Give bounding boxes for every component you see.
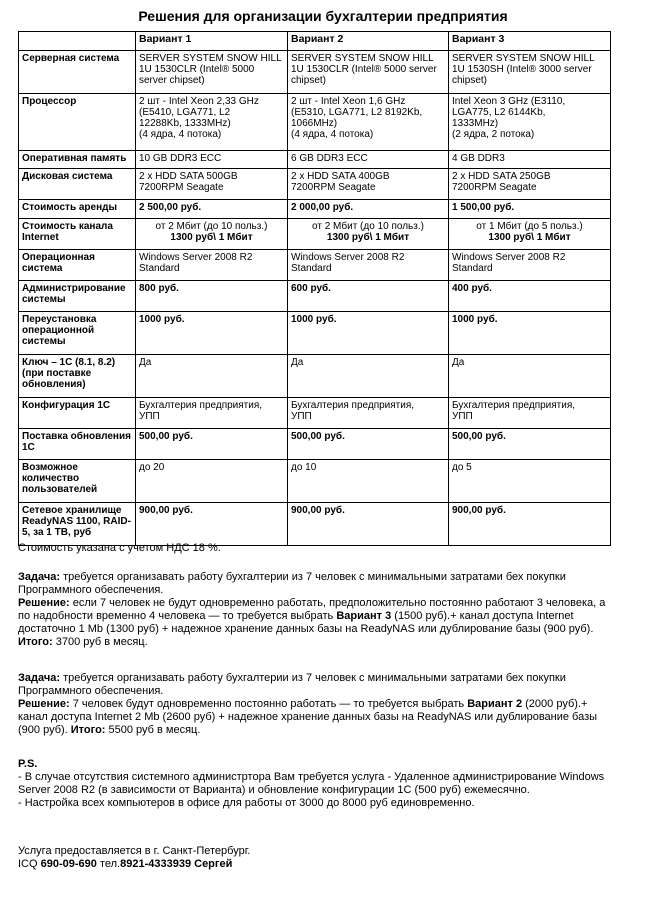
table-header-row [19,32,611,51]
cell-server-v3: SERVER SYSTEM SNOW HILL 1U 1530SH (Intel® 3000 server chipset) [449,51,611,94]
disk-v2-line: 7200RPM Seagate [291,182,376,193]
cell-nas-v1: 900,00 руб. [136,503,288,546]
internet-v2-speed: от 2 Мбит (до 10 польз.) [312,221,424,232]
os-v1-line: Windows Server 2008 R2 [139,252,253,263]
header-variant-2: Вариант 2 [288,32,449,51]
row-label-nas: Сетевое хранилище ReadyNAS 1100, RAID-5, за 1 ТВ, руб [19,503,136,546]
cell-cpu-v3 [449,94,611,151]
row-label-update: Поставка обновления 1С [19,429,136,460]
table-row [19,460,611,503]
config-v2-line: Бухгалтерия предприятия, [291,400,415,411]
cell-internet-v1 [136,219,288,250]
table-row [19,219,611,250]
row-label-internet: Стоимость канала Internet [19,219,136,250]
solution-2-total: 5500 руб в месяц. [105,724,201,736]
table-header-empty [19,32,136,51]
solution-1-text-2: (1500 руб).+ канал доступа Internet достаточно 1 Mb (1300 руб) + надежное хранение данных базы на ReadyNAS или дублирование базы (900 руб). [18,610,594,635]
cell-users-v3: до 5 [449,460,611,503]
cell-disk-v3 [449,169,611,200]
internet-v3-speed: от 1 Мбит (до 5 польз.) [476,221,583,232]
config-v2-line: УПП [291,411,312,422]
internet-v1-speed: от 2 Мбит (до 10 польз.) [155,221,268,232]
service-location: Услуга предоставляется в г. Санкт-Петербург. [18,845,251,857]
cpu-v1-line: (4 ядра, 4 потока) [139,129,222,140]
ps-block [18,758,618,810]
disk-v3-line: 2 x HDD SATA 250GB [452,171,551,182]
cpu-v3-line: LGA775, L2 6144Kb, [452,107,546,118]
cell-os-v1 [136,250,288,281]
header-variant-1: Вариант 1 [136,32,288,51]
solution-1-total: 3700 руб в месяц. [52,636,148,648]
cell-config-v2 [288,398,449,429]
cell-update-v3: 500,00 руб. [449,429,611,460]
table-row [19,94,611,151]
os-v2-line: Standard [291,263,332,274]
os-v3-line: Standard [452,263,493,274]
table-row [19,503,611,546]
icq-number: 690-09-690 [40,858,97,870]
comparison-table [18,31,611,546]
cpu-v2-line: (E5310, LGA771, L2 8192Kb, [291,107,423,118]
table-row [19,200,611,219]
cpu-v1-line: (E5410, LGA771, L2 [139,107,231,118]
cell-os-v3 [449,250,611,281]
cell-rent-v1: 2 500,00 руб. [136,200,288,219]
cpu-v1-line: 2 шт - Intel Xeon 2,33 GHz [139,96,259,107]
cell-admin-v1: 800 руб. [136,281,288,312]
cell-server-v1: SERVER SYSTEM SNOW HILL 1U 1530CLR (Intel® 5000 server chipset) [136,51,288,94]
solution-2-variant: Вариант 2 [467,698,523,710]
document-title: Решения для организации бухгалтерии предприятия [138,8,508,24]
cell-config-v1 [136,398,288,429]
task-block-2 [18,672,618,737]
solution-2 [18,698,618,737]
row-label-server: Серверная система [19,51,136,94]
cell-users-v1: до 20 [136,460,288,503]
cell-key-v2: Да [288,355,449,398]
disk-v2-line: 2 x HDD SATA 400GB [291,171,390,182]
table-row [19,151,611,169]
config-v1-line: УПП [139,411,160,422]
config-v1-line: Бухгалтерия предприятия, [139,400,263,411]
solution-1-variant: Вариант 3 [336,610,392,622]
cell-key-v3: Да [449,355,611,398]
task-1-text: требуется организавать работу бухгалтерии из 7 человек с минимальными затратами бех покупки Программного обеспечения. [18,571,566,596]
internet-v1-price: 1300 руб\ 1 Мбит [170,232,253,243]
internet-v2-price: 1300 руб\ 1 Мбит [326,232,410,243]
table-row [19,429,611,460]
cell-cpu-v1 [136,94,288,151]
task-2-label: Задача: [18,672,61,684]
task-2-statement [18,672,618,698]
task-2-text: требуется организавать работу бухгалтерии из 7 человек с минимальными затратами бех покупки Программного обеспечения. [18,672,566,697]
cell-nas-v3: 900,00 руб. [449,503,611,546]
contact-line [18,858,618,871]
os-v1-line: Standard [139,263,180,274]
solution-1-total-label: Итого: [18,636,53,648]
cell-update-v2: 500,00 руб. [288,429,449,460]
cpu-v2-line: (4 ядра, 4 потока) [291,129,374,140]
internet-v3-price: 1300 руб\ 1 Мбит [488,232,571,243]
row-label-rent: Стоимость аренды [19,200,136,219]
cell-users-v2: до 10 [288,460,449,503]
table-row [19,250,611,281]
solution-2-label: Решение: [18,698,70,710]
task-1-label: Задача: [18,571,61,583]
cell-config-v3 [449,398,611,429]
cell-nas-v2: 900,00 руб. [288,503,449,546]
table-row [19,312,611,355]
header-variant-3: Вариант 3 [449,32,611,51]
tel-label: тел. [96,858,121,870]
cell-cpu-v2 [288,94,449,151]
task-block-1 [18,571,618,649]
cell-reinstall-v3: 1000 руб. [449,312,611,355]
solution-1-text: если 7 человек не будут одновременно работать, предположительно постоянно работают 3 человека, а по надобности временно 4 человека — то требуется выбрать [18,597,606,622]
cpu-v1-line: 12288Kb, 1333MHz) [139,118,231,129]
phone-number: 8921-4333939 Сергей [120,858,233,870]
solution-1 [18,597,618,649]
table-row [19,169,611,200]
disk-v1-line: 2 x HDD SATA 500GB [139,171,238,182]
row-label-admin: Администрирование системы [19,281,136,312]
os-v3-line: Windows Server 2008 R2 [452,252,566,263]
row-label-disk: Дисковая система [19,169,136,200]
cell-internet-v3 [449,219,611,250]
cpu-v2-line: 1066MHz) [291,118,338,129]
cell-reinstall-v2: 1000 руб. [288,312,449,355]
row-label-cpu: Процессор [19,94,136,151]
cell-disk-v1 [136,169,288,200]
cpu-v2-line: 2 шт - Intel Xeon 1,6 GHz [291,96,406,107]
row-label-reinstall: Переустановка операционной системы [19,312,136,355]
table-row [19,281,611,312]
vat-note: Стоимость указана с учетом НДС 18 %. [18,542,221,554]
solution-2-text: 7 человек будут одновременно постоянно работать — то требуется выбрать [69,698,468,710]
os-v2-line: Windows Server 2008 R2 [291,252,405,263]
cell-key-v1: Да [136,355,288,398]
disk-v1-line: 7200RPM Seagate [139,182,224,193]
row-label-config: Конфигурация 1С [19,398,136,429]
solution-2-text-2: (2000 руб).+ канал доступа Internet 2 Mb (2600 руб) + надежное хранение данных базы на ReadyNAS или дублирование базы (900 руб). [18,698,598,736]
row-label-key: Ключ – 1С (8.1, 8.2) (при поставке обновления) [19,355,136,398]
config-v3-line: УПП [452,411,473,422]
cell-ram-v1: 10 GB DDR3 ECC [136,151,288,169]
cell-update-v1: 500,00 руб. [136,429,288,460]
contact-footer [18,845,618,871]
cell-ram-v2: 6 GB DDR3 ECC [288,151,449,169]
cpu-v3-line: Intel Xeon 3 GHz (E3110, [452,96,566,107]
config-v3-line: Бухгалтерия предприятия, [452,400,576,411]
icq-label: ICQ [18,858,41,870]
ps-heading: P.S. [18,758,38,770]
table-row [19,51,611,94]
cell-admin-v2: 600 руб. [288,281,449,312]
row-label-ram: Оперативная память [19,151,136,169]
cell-disk-v2 [288,169,449,200]
cell-rent-v2: 2 000,00 руб. [288,200,449,219]
table-row [19,398,611,429]
task-1-statement [18,571,618,597]
cell-internet-v2 [288,219,449,250]
cell-reinstall-v1: 1000 руб. [136,312,288,355]
table-row [19,355,611,398]
cell-server-v2: SERVER SYSTEM SNOW HILL 1U 1530CLR (Intel® 5000 server chipset) [288,51,449,94]
cell-admin-v3: 400 руб. [449,281,611,312]
cpu-v3-line: (2 ядра, 2 потока) [452,129,535,140]
solution-1-label: Решение: [18,597,70,609]
ps-line-1: - В случае отсутствия системного администртора Вам требуется услуга - Удаленное администрирование Windows Server 2008 R2 (в зависимости от Варианта) и обновление конфигурации 1С (500 руб) ежемесячно. [18,771,605,796]
cell-os-v2 [288,250,449,281]
row-label-os: Операционная система [19,250,136,281]
cpu-v3-line: 1333MHz) [452,118,499,129]
ps-line-2: - Настройка всех компьютеров в офисе для работы от 3000 до 8000 руб единовременно. [18,797,475,809]
cell-rent-v3: 1 500,00 руб. [449,200,611,219]
disk-v3-line: 7200RPM Seagate [452,182,537,193]
cell-ram-v3: 4 GB DDR3 [449,151,611,169]
solution-2-total-label: Итого: [70,724,106,736]
row-label-users: Возможное количество пользователей [19,460,136,503]
